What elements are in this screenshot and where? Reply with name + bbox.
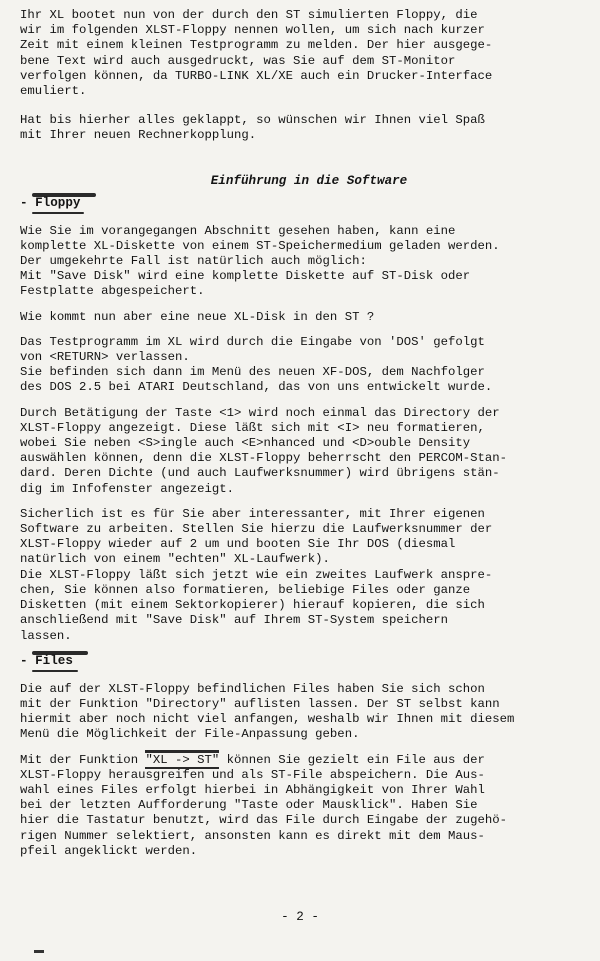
- paragraph-directory: Durch Betätigung der Taste <1> wird noch einmal das Directory der XLST-Floppy angezeigt. Diese läßt sich mit <I> neu formatieren, wobei Sie neben <S>ingle auch <E>nhanced und <D>ouble Density auswählen können, denn die XLST-Floppy beherrscht den PERCOM-Stan- dard. Deren Dichte (und auch Laufwerksnummer) wird übrigens stän- dig im Infofenster angezeigt.: [20, 405, 508, 496]
- paragraph-xl-to-st: [20, 753, 588, 859]
- paragraph-greeting: Hat bis hierher alles geklappt, so wünschen wir Ihnen viel Spaß mit Ihrer neuen Rechnerkopplung.: [20, 113, 485, 143]
- paragraph-dos: Das Testprogramm im XL wird durch die Eingabe von 'DOS' gefolgt von <RETURN> verlassen. Sie befinden sich dann im Menü des neuen XF-DOS, dem Nachfolger des DOS 2.5 bei ATARI Deutschland, das von uns entwickelt wurde.: [20, 334, 493, 395]
- files-heading-label: - Files: [20, 653, 73, 668]
- floppy-heading-label: - Floppy: [20, 195, 81, 210]
- paragraph-xl-to-st-rest: können Sie gezielt ein File aus der XLST-Floppy herausgreifen und als ST-File abspeichern. Die Aus- wahl eines Files erfolgt hierbei in Abhängigkeit von Ihrer Wahl bei der letzten Aufforderung "Taste oder Mausklick". Haben Sie hier die Tastatur benutzt, wird das File durch Eingabe der zugehö- rigen Nummer selektiert, ansonsten kann es direkt mit dem Maus- pfeil angeklickt werden.: [20, 752, 508, 858]
- document-page: [20, 8, 588, 859]
- xl-to-st-function-label: "XL -> ST": [145, 750, 219, 769]
- section-title: Einführung in die Software: [210, 173, 408, 188]
- files-heading: [20, 654, 588, 672]
- scan-mark: [34, 950, 44, 953]
- page-number: - 2 -: [281, 910, 319, 924]
- paragraph-intro: Ihr XL bootet nun von der durch den ST simulierten Floppy, die wir im folgenden XLST-Floppy nennen wollen, um sich nach kurzer Zeit mit einem kleinen Testprogramm zu melden. Der hier ausgege- bene Text wird auch ausgedruckt, was Sie auf dem ST-Monitor verfolgen können, da TURBO-LINK XL/XE auch ein Drucker-Interface emuliert.: [20, 8, 493, 99]
- heading-underline-bottom: [32, 670, 78, 672]
- paragraph-question: Wie kommt nun aber eine neue XL-Disk in den ST ?: [20, 309, 375, 324]
- heading-underline-bottom: [32, 212, 84, 214]
- paragraph-files: Die auf der XLST-Floppy befindlichen Files haben Sie sich schon mit der Funktion "Directory" auflisten lassen. Der ST selbst kann hiermit aber noch nicht viel anfangen, weshalb wir Ihnen mit diesem Menü die Möglichkeit der File-Anpassung geben.: [20, 681, 515, 742]
- paragraph-xl-to-st-lead: Mit der Funktion: [20, 752, 146, 767]
- paragraph-own-software: Sicherlich ist es für Sie aber interessanter, mit Ihrer eigenen Software zu arbeiten. Stellen Sie hierzu die Laufwerksnummer der XLST-Floppy wieder auf 2 um und booten Sie Ihr DOS (diesmal natürlich von einem "echten" XL-Laufwerk). Die XLST-Floppy läßt sich jetzt wie ein zweites Laufwerk anspre- chen, Sie können also formatieren, beliebige Files oder ganze Disketten (mit einem Sektorkopierer) hierauf kopieren, die sich anschließend mit "Save Disk" auf Ihrem ST-System speichern lassen.: [20, 506, 493, 643]
- paragraph-floppy: Wie Sie im vorangegangen Abschnitt gesehen haben, kann eine komplette XL-Diskette von einem ST-Speichermedium geladen werden. Der umgekehrte Fall ist natürlich auch möglich: Mit "Save Disk" wird eine komplette Diskette auf ST-Disk oder Festplatte abgespeichert.: [20, 223, 500, 299]
- floppy-heading: [20, 196, 588, 214]
